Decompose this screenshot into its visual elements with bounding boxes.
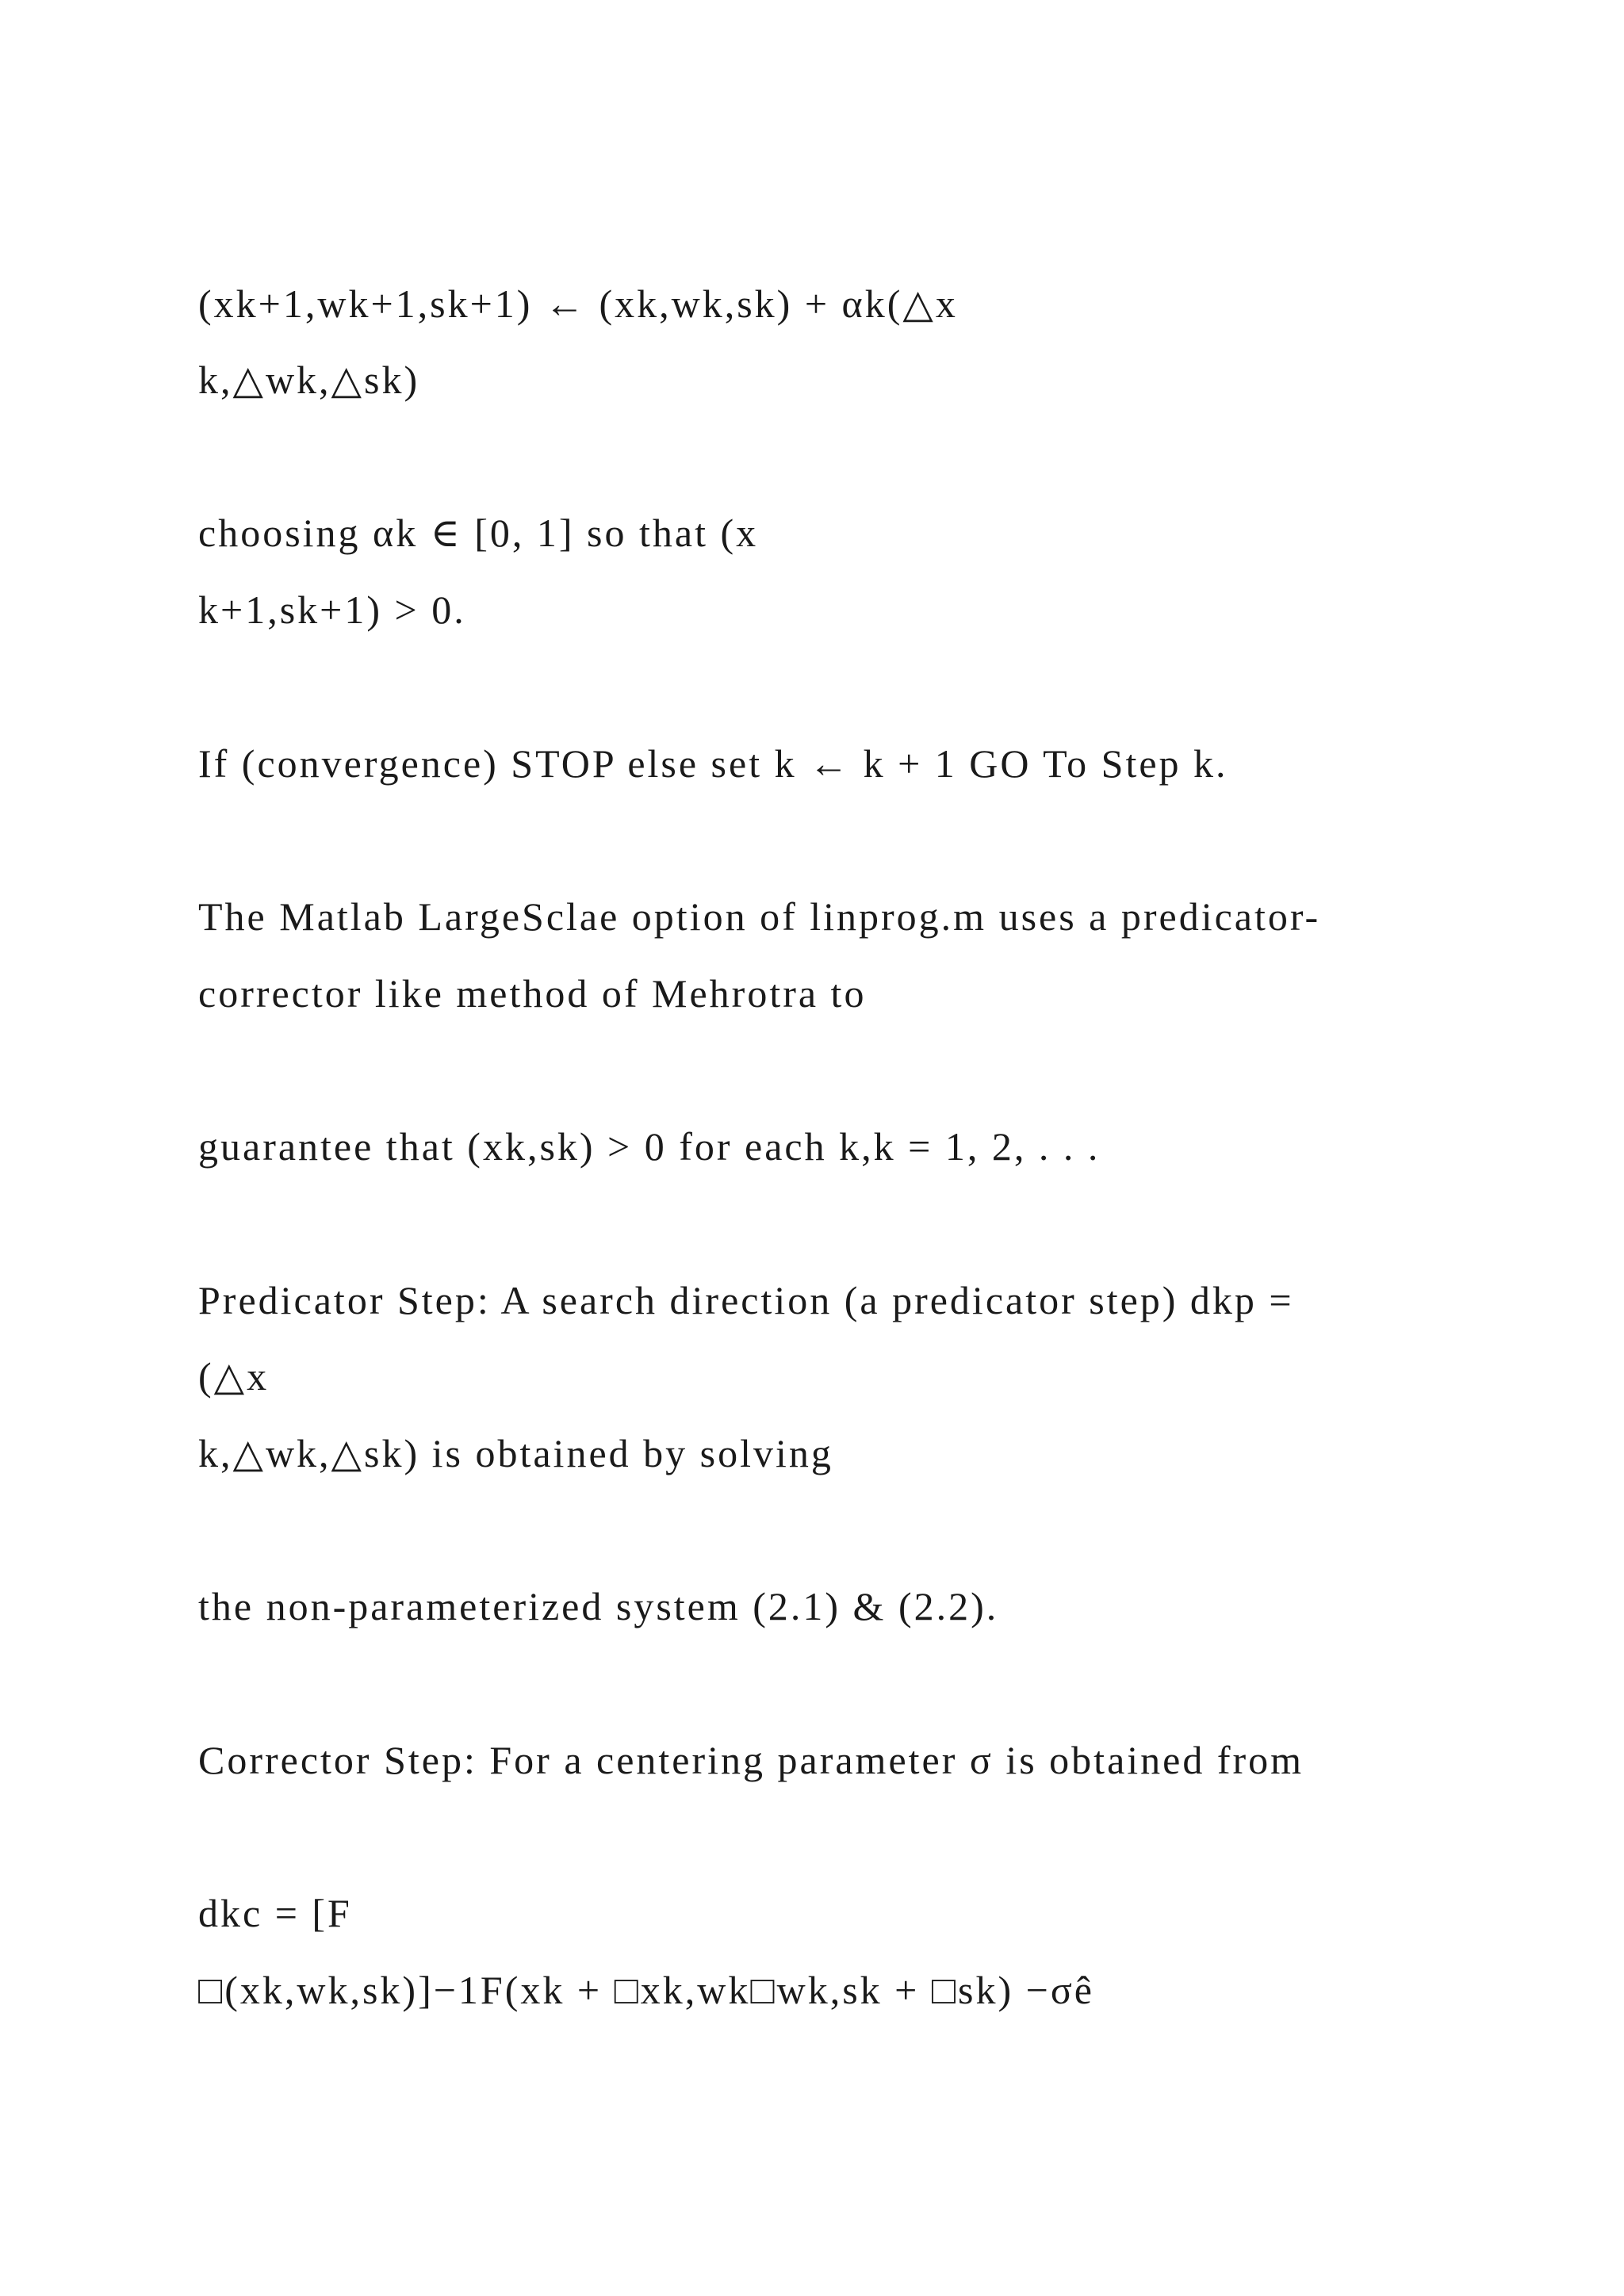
text-line: Predicator Step: A search direction (a predicator step) dkp = [198,1278,1294,1322]
text-line: corrector like method of Mehrotra to [198,971,867,1016]
text-line: (△x [198,1354,270,1399]
text-line: choosing αk ∈ [0, 1] so that (x [198,511,759,555]
text-line: guarantee that (xk,sk) > 0 for each k,k = 1, 2, . . . [198,1124,1101,1169]
text-line: k,△wk,△sk) is obtained by solving [198,1431,833,1475]
text-line: The Matlab LargeSclae option of linprog.m uses a predicator- [198,894,1321,939]
text-line: k,△wk,△sk) [198,358,420,402]
text-line: dkc = [F [198,1891,352,1935]
text-line: the non-parameterized system (2.1) & (2.2). [198,1584,999,1628]
text-line: (xk+1,wk+1,sk+1) ← (xk,wk,sk) + αk(△x [198,281,958,326]
text-line: □(xk,wk,sk)]−1F(xk + □xk,wk□wk,sk + □sk) −σê [198,1968,1094,2012]
text-line: If (convergence) STOP else set k ← k + 1 GO To Step k. [198,741,1228,786]
text-line: k+1,sk+1) > 0. [198,587,466,632]
text-line: Corrector Step: For a centering parameter σ is obtained from [198,1738,1304,1782]
